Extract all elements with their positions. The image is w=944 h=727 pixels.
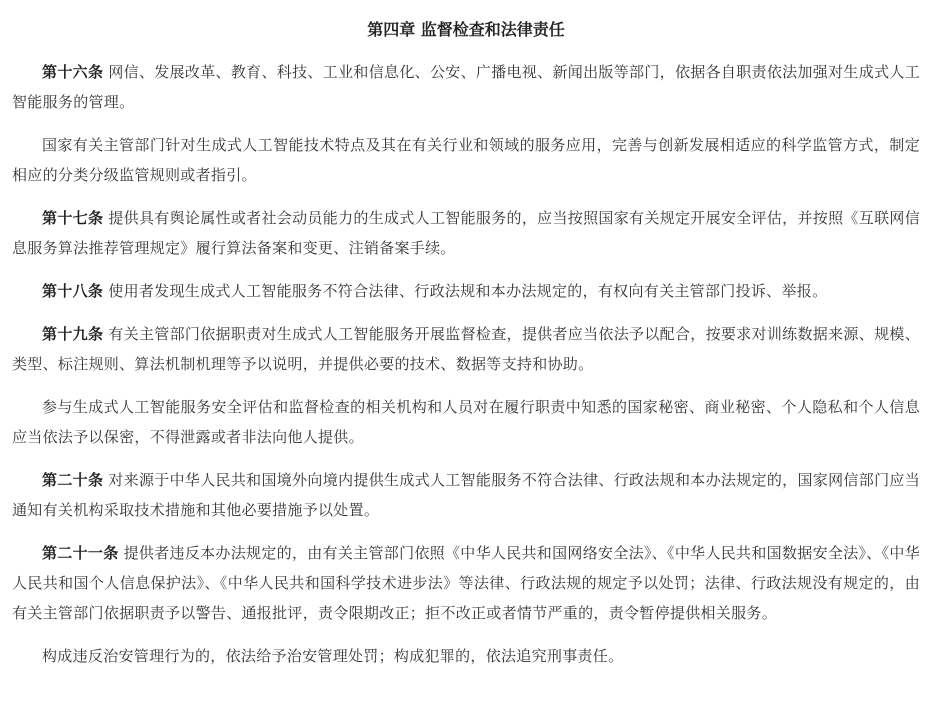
paragraph-text: 使用者发现生成式人工智能服务不符合法律、行政法规和本办法规定的，有权向有关主管部门投诉、举报。: [103, 282, 828, 300]
article-number: 第十九条: [42, 325, 104, 343]
article-number: 第十六条: [42, 63, 104, 81]
paragraph-text: 构成违反治安管理行为的，依法给予治安管理处罚；构成犯罪的，依法追究刑事责任。: [42, 647, 624, 665]
paragraph-text: 国家有关主管部门针对生成式人工智能技术特点及其在有关行业和领域的服务应用，完善与创新发展相适应的科学监管方式，制定相应的分类分级监管规则或者指引。: [12, 136, 920, 184]
paragraph-article-19: [12, 319, 920, 379]
article-number: 第二十条: [42, 471, 104, 489]
article-number: 第十八条: [42, 282, 104, 300]
paragraph-text: 提供者违反本办法规定的，由有关主管部门依照《中华人民共和国网络安全法》、《中华人民共和国数据安全法》、《中华人民共和国个人信息保护法》、《中华人民共和国科学技术进步法》等法律、行政法规的规定予以处罚；法律、行政法规没有规定的，由有关主管部门依据职责予以警告、通报批评，责令限期改正；拒不改正或者情节严重的，责令暂停提供相关服务。: [12, 544, 920, 622]
article-number: 第二十一条: [42, 544, 119, 562]
paragraph-article-21: [12, 538, 920, 628]
paragraph-text: 提供具有舆论属性或者社会动员能力的生成式人工智能服务的，应当按照国家有关规定开展安全评估，并按照《互联网信息服务算法推荐管理规定》履行算法备案和变更、注销备案手续。: [12, 209, 920, 257]
chapter-title: 第四章 监督检查和法律责任: [367, 20, 565, 39]
paragraph-article-16-2: [12, 130, 920, 190]
paragraph-text: 有关主管部门依据职责对生成式人工智能服务开展监督检查，提供者应当依法予以配合，按要求对训练数据来源、规模、类型、标注规则、算法机制机理等予以说明，并提供必要的技术、数据等支持和协助。: [12, 325, 920, 373]
paragraph-article-16: [12, 57, 920, 117]
paragraph-article-19-2: [12, 392, 920, 452]
paragraph-article-17: [12, 203, 920, 263]
paragraph-text: 网信、发展改革、教育、科技、工业和信息化、公安、广播电视、新闻出版等部门，依据各自职责依法加强对生成式人工智能服务的管理。: [12, 63, 920, 111]
paragraph-article-21-2: [12, 641, 920, 671]
paragraph-text: 对来源于中华人民共和国境外向境内提供生成式人工智能服务不符合法律、行政法规和本办法规定的，国家网信部门应当通知有关机构采取技术措施和其他必要措施予以处置。: [12, 471, 920, 519]
article-number: 第十七条: [42, 209, 104, 227]
paragraph-article-18: [12, 276, 920, 306]
paragraph-text: 参与生成式人工智能服务安全评估和监督检查的相关机构和人员对在履行职责中知悉的国家秘密、商业秘密、个人隐私和个人信息应当依法予以保密，不得泄露或者非法向他人提供。: [12, 398, 920, 446]
paragraph-article-20: [12, 465, 920, 525]
article-body: [12, 14, 920, 684]
